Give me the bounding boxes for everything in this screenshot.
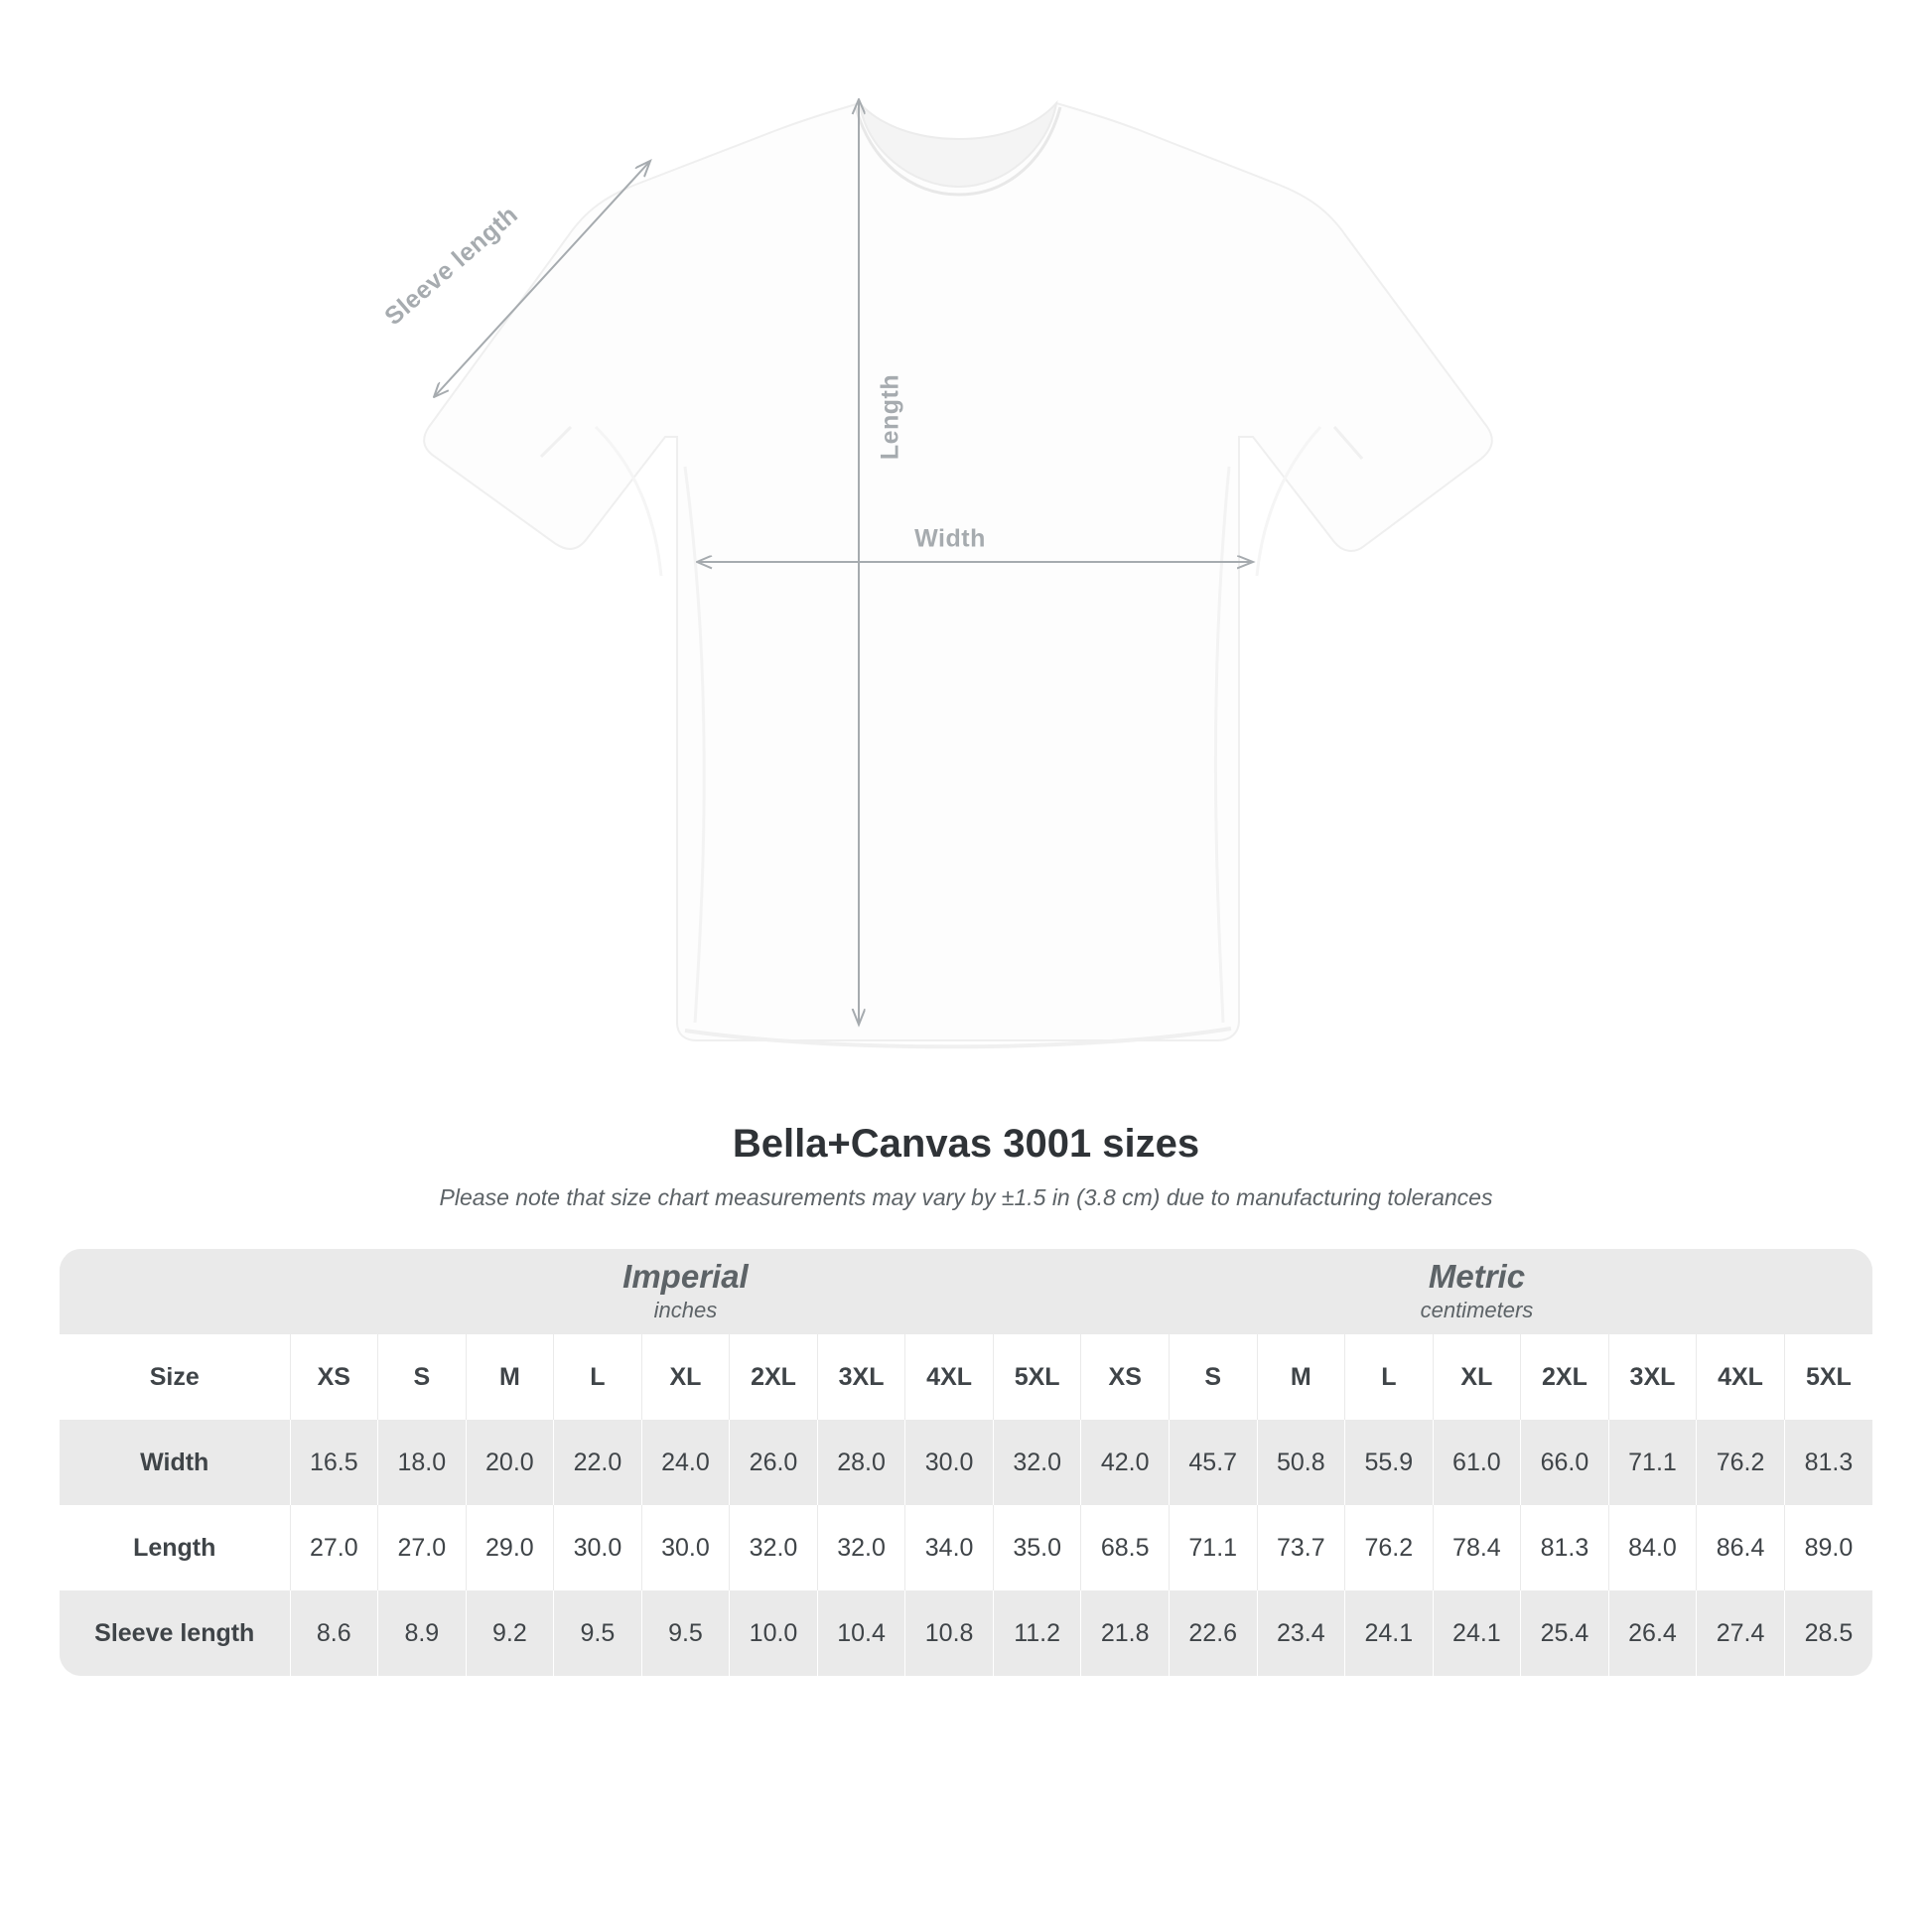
- cell-width-16: 76.2: [1697, 1420, 1785, 1505]
- cell-sleeve-16: 27.4: [1697, 1590, 1785, 1676]
- cell-sleeve-12: 24.1: [1345, 1590, 1434, 1676]
- cell-sleeve-10: 22.6: [1169, 1590, 1257, 1676]
- column-header-size-16: 4XL: [1697, 1334, 1785, 1420]
- width-dimension-label: Width: [914, 524, 986, 553]
- unit-header-metric: [1081, 1249, 1872, 1334]
- table-row: [60, 1420, 1872, 1505]
- length-dimension-label: Length: [876, 373, 904, 461]
- cell-length-4: 30.0: [641, 1505, 730, 1590]
- cell-sleeve-4: 9.5: [641, 1590, 730, 1676]
- unit-header-imperial-sub: inches: [653, 1297, 718, 1322]
- cell-sleeve-13: 24.1: [1433, 1590, 1521, 1676]
- column-header-size-2: M: [466, 1334, 554, 1420]
- column-header-size-13: XL: [1433, 1334, 1521, 1420]
- column-header-size-14: 2XL: [1521, 1334, 1609, 1420]
- column-header-size-10: S: [1169, 1334, 1257, 1420]
- cell-length-12: 76.2: [1345, 1505, 1434, 1590]
- cell-sleeve-14: 25.4: [1521, 1590, 1609, 1676]
- cell-sleeve-2: 9.2: [466, 1590, 554, 1676]
- cell-width-15: 71.1: [1608, 1420, 1697, 1505]
- cell-length-10: 71.1: [1169, 1505, 1257, 1590]
- column-header-size-6: 3XL: [817, 1334, 905, 1420]
- cell-sleeve-17: 28.5: [1784, 1590, 1872, 1676]
- cell-sleeve-7: 10.8: [905, 1590, 994, 1676]
- size-table: [60, 1249, 1872, 1676]
- cell-sleeve-15: 26.4: [1608, 1590, 1697, 1676]
- cell-width-10: 45.7: [1169, 1420, 1257, 1505]
- cell-width-2: 20.0: [466, 1420, 554, 1505]
- cell-length-2: 29.0: [466, 1505, 554, 1590]
- column-header-size-7: 4XL: [905, 1334, 994, 1420]
- unit-header-metric-sub: centimeters: [1420, 1297, 1534, 1322]
- row-label-length: Length: [60, 1505, 290, 1590]
- sleeve-length-dimension-label: Sleeve length: [379, 201, 524, 332]
- cell-width-5: 26.0: [730, 1420, 818, 1505]
- cell-width-0: 16.5: [290, 1420, 378, 1505]
- column-header-size-11: M: [1257, 1334, 1345, 1420]
- unit-header-imperial: [290, 1249, 1081, 1334]
- table-row: [60, 1505, 1872, 1590]
- cell-sleeve-8: 11.2: [993, 1590, 1081, 1676]
- cell-sleeve-11: 23.4: [1257, 1590, 1345, 1676]
- column-header-size-0: XS: [290, 1334, 378, 1420]
- column-header-size-4: XL: [641, 1334, 730, 1420]
- column-header-size-17: 5XL: [1784, 1334, 1872, 1420]
- unit-header-metric-name: Metric: [1428, 1257, 1526, 1295]
- cell-sleeve-3: 9.5: [554, 1590, 642, 1676]
- cell-width-12: 55.9: [1345, 1420, 1434, 1505]
- cell-length-0: 27.0: [290, 1505, 378, 1590]
- cell-length-14: 81.3: [1521, 1505, 1609, 1590]
- cell-sleeve-1: 8.9: [378, 1590, 467, 1676]
- cell-length-3: 30.0: [554, 1505, 642, 1590]
- column-header-size-9: XS: [1081, 1334, 1170, 1420]
- unit-header-spacer: [60, 1249, 290, 1334]
- cell-sleeve-5: 10.0: [730, 1590, 818, 1676]
- row-label-sleeve-length: Sleeve length: [60, 1590, 290, 1676]
- cell-length-5: 32.0: [730, 1505, 818, 1590]
- cell-width-14: 66.0: [1521, 1420, 1609, 1505]
- size-table-container: [60, 1249, 1872, 1676]
- cell-width-9: 42.0: [1081, 1420, 1170, 1505]
- cell-width-11: 50.8: [1257, 1420, 1345, 1505]
- cell-length-6: 32.0: [817, 1505, 905, 1590]
- column-header-size-1: S: [378, 1334, 467, 1420]
- cell-length-15: 84.0: [1608, 1505, 1697, 1590]
- cell-width-6: 28.0: [817, 1420, 905, 1505]
- unit-group-header-row: [60, 1249, 1872, 1334]
- page-title: Bella+Canvas 3001 sizes: [732, 1122, 1200, 1166]
- cell-length-9: 68.5: [1081, 1505, 1170, 1590]
- table-row: [60, 1590, 1872, 1676]
- cell-sleeve-0: 8.6: [290, 1590, 378, 1676]
- size-header-row: [60, 1334, 1872, 1420]
- cell-length-13: 78.4: [1433, 1505, 1521, 1590]
- title-block: [0, 1122, 1932, 1211]
- column-header-size-12: L: [1345, 1334, 1434, 1420]
- cell-sleeve-6: 10.4: [817, 1590, 905, 1676]
- column-header-size-15: 3XL: [1608, 1334, 1697, 1420]
- column-header-size-5: 2XL: [730, 1334, 818, 1420]
- cell-width-7: 30.0: [905, 1420, 994, 1505]
- cell-length-11: 73.7: [1257, 1505, 1345, 1590]
- cell-width-3: 22.0: [554, 1420, 642, 1505]
- cell-width-1: 18.0: [378, 1420, 467, 1505]
- cell-length-8: 35.0: [993, 1505, 1081, 1590]
- cell-length-1: 27.0: [378, 1505, 467, 1590]
- cell-length-17: 89.0: [1784, 1505, 1872, 1590]
- cell-width-13: 61.0: [1433, 1420, 1521, 1505]
- cell-width-4: 24.0: [641, 1420, 730, 1505]
- tolerance-note: Please note that size chart measurements may vary by ±1.5 in (3.8 cm) due to manufacturing tolerances: [439, 1184, 1493, 1210]
- column-header-size-3: L: [554, 1334, 642, 1420]
- row-label-width: Width: [60, 1420, 290, 1505]
- cell-width-17: 81.3: [1784, 1420, 1872, 1505]
- cell-sleeve-9: 21.8: [1081, 1590, 1170, 1676]
- column-header-size-8: 5XL: [993, 1334, 1081, 1420]
- cell-width-8: 32.0: [993, 1420, 1081, 1505]
- unit-header-imperial-name: Imperial: [622, 1257, 749, 1295]
- cell-length-16: 86.4: [1697, 1505, 1785, 1590]
- column-header-size: Size: [60, 1334, 290, 1420]
- cell-length-7: 34.0: [905, 1505, 994, 1590]
